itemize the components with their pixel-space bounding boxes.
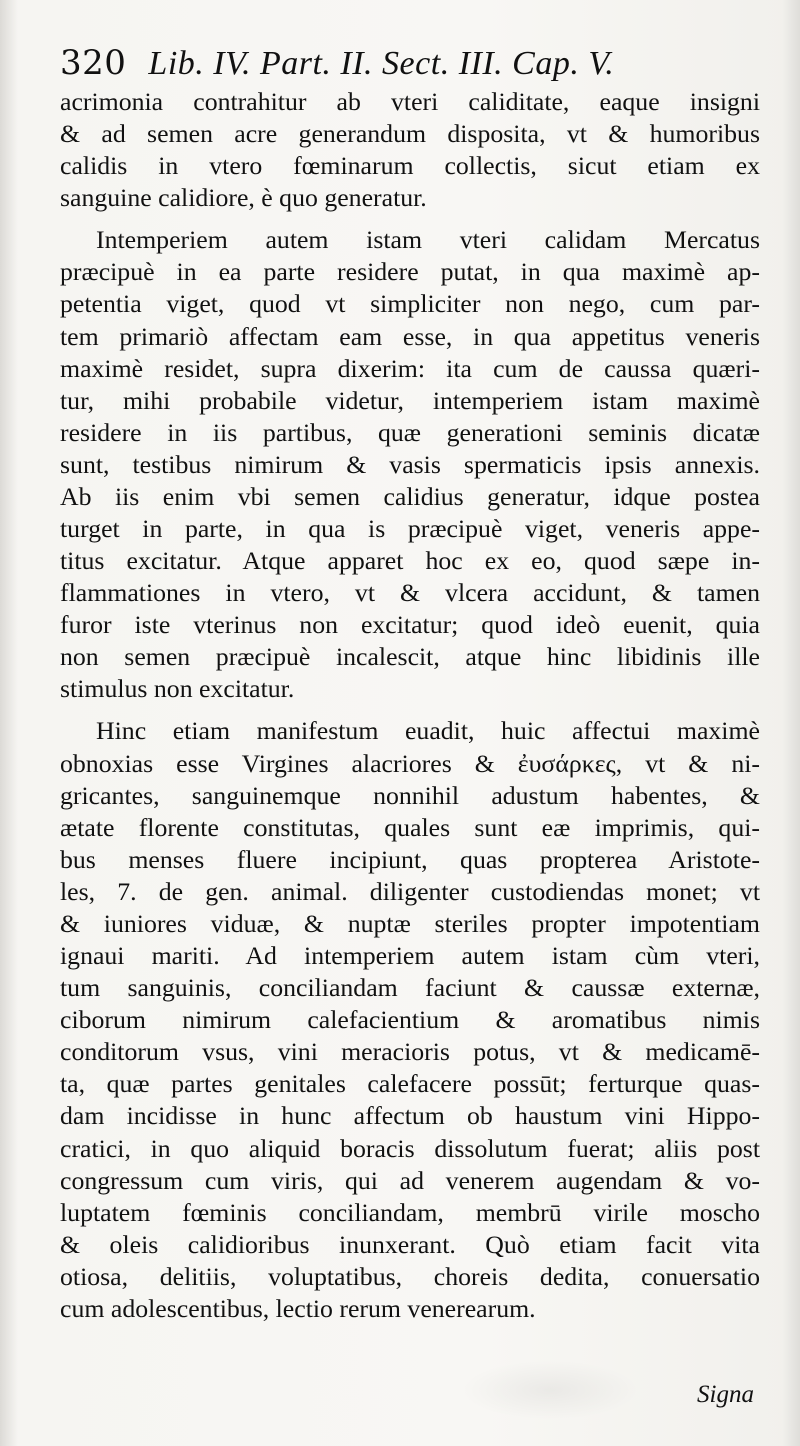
text-line: & iuniores viduæ, & nuptæ steriles propter impotentiam <box>60 908 760 938</box>
text-line: acrimonia contrahitur ab vteri caliditate, eaque insigni <box>60 87 760 116</box>
text-line: les, 7. de gen. animal. diligenter custodiendas monet; vt <box>60 876 760 906</box>
page-number: 320 <box>60 43 127 83</box>
text-line: & oleis calidioribus inunxerant. Quò etiam facit vita <box>60 1229 760 1259</box>
text-line: congressum cum viris, qui ad venerem augendam & vo- <box>60 1165 760 1195</box>
text-line: luptatem fœminis conciliandam, membrū virile moscho <box>60 1197 760 1227</box>
text-line: obnoxias esse Virgines alacriores & ἐυσάρκες, vt & ni- <box>60 748 760 778</box>
text-line: stimulus non excitatur. <box>60 674 295 704</box>
text-line: titus excitatur. Atque apparet hoc ex eo, quod sæpe in- <box>60 546 760 576</box>
text-line: sanguine calidiore, è quo generatur. <box>60 183 427 213</box>
text-line: Intemperiem autem istam vteri calidam Mercatus <box>96 225 760 255</box>
text-line: ætate florente constitutas, quales sunt eæ imprimis, qui- <box>60 812 760 842</box>
text-line: præcipuè in ea parte residere putat, in qua maximè ap- <box>60 257 760 287</box>
text-line: ta, quæ partes genitales calefacere possūt; ferturque quas- <box>60 1069 760 1099</box>
text-line: gricantes, sanguinemque nonnihil adustum habentes, & <box>60 780 760 810</box>
page-header <box>60 43 700 83</box>
text-line: sunt, testibus nimirum & vasis spermaticis ipsis annexis. <box>60 449 760 479</box>
text-line: Ab iis enim vbi semen calidius generatur, idque postea <box>60 481 760 511</box>
text-line: & ad semen acre generandum disposita, vt & humoribus <box>60 119 760 149</box>
paragraph <box>60 86 760 214</box>
text-line: ignaui mariti. Ad intemperiem autem istam cùm vteri, <box>60 941 760 971</box>
paragraph <box>60 214 760 705</box>
page-edge-shadow <box>782 0 800 1446</box>
text-line: conditorum vsus, vini meracioris potus, vt & medicamē- <box>60 1037 760 1067</box>
paragraph-spacer <box>60 705 760 715</box>
text-line: bus menses fluere incipiunt, quas propterea Aristote- <box>60 844 760 874</box>
text-line: dam incidisse in hunc affectum ob haustum vini Hippo- <box>60 1101 760 1131</box>
main-text <box>60 86 760 1325</box>
running-head: Lib. IV. Part. II. Sect. III. Cap. V. <box>148 45 615 82</box>
text-line: residere in iis partibus, quæ generationi seminis dicatæ <box>60 417 760 447</box>
text-line: Hinc etiam manifestum euadit, huic affectui maximè <box>96 716 760 746</box>
text-line: cratici, in quo aliquid boracis dissolutum fuerat; aliis post <box>60 1133 760 1163</box>
text-line: flammationes in vtero, vt & vlcera accidunt, & tamen <box>60 578 760 608</box>
text-line: non semen præcipuè incalescit, atque hinc libidinis ille <box>60 642 760 672</box>
paragraph-spacer <box>60 214 760 224</box>
text-line: tem primariò affectam eam esse, in qua appetitus veneris <box>60 321 760 351</box>
text-line: ciborum nimirum calefacientium & aromatibus nimis <box>60 1005 760 1035</box>
text-line: furor iste vterinus non excitatur; quod ideò euenit, quia <box>60 610 760 640</box>
text-line: petentia viget, quod vt simpliciter non nego, cum par- <box>60 289 760 319</box>
text-line: tur, mihi probabile videtur, intemperiem istam maximè <box>60 385 760 415</box>
ink-bleed-through <box>460 1360 640 1420</box>
text-line: tum sanguinis, conciliandam faciunt & caussæ externæ, <box>60 973 760 1003</box>
text-line: calidis in vtero fœminarum collectis, sicut etiam ex <box>60 151 760 181</box>
text-line: cum adolescentibus, lectio rerum venerearum. <box>60 1293 536 1323</box>
text-line: otiosa, delitiis, voluptatibus, choreis dedita, conuersatio <box>60 1261 760 1291</box>
text-line: turget in parte, in qua is præcipuè viget, veneris appe- <box>60 514 760 544</box>
text-line: maximè residet, supra dixerim: ita cum de caussa quæri- <box>60 353 760 383</box>
paragraph <box>60 705 760 1324</box>
catchword: Signa <box>697 1381 754 1408</box>
